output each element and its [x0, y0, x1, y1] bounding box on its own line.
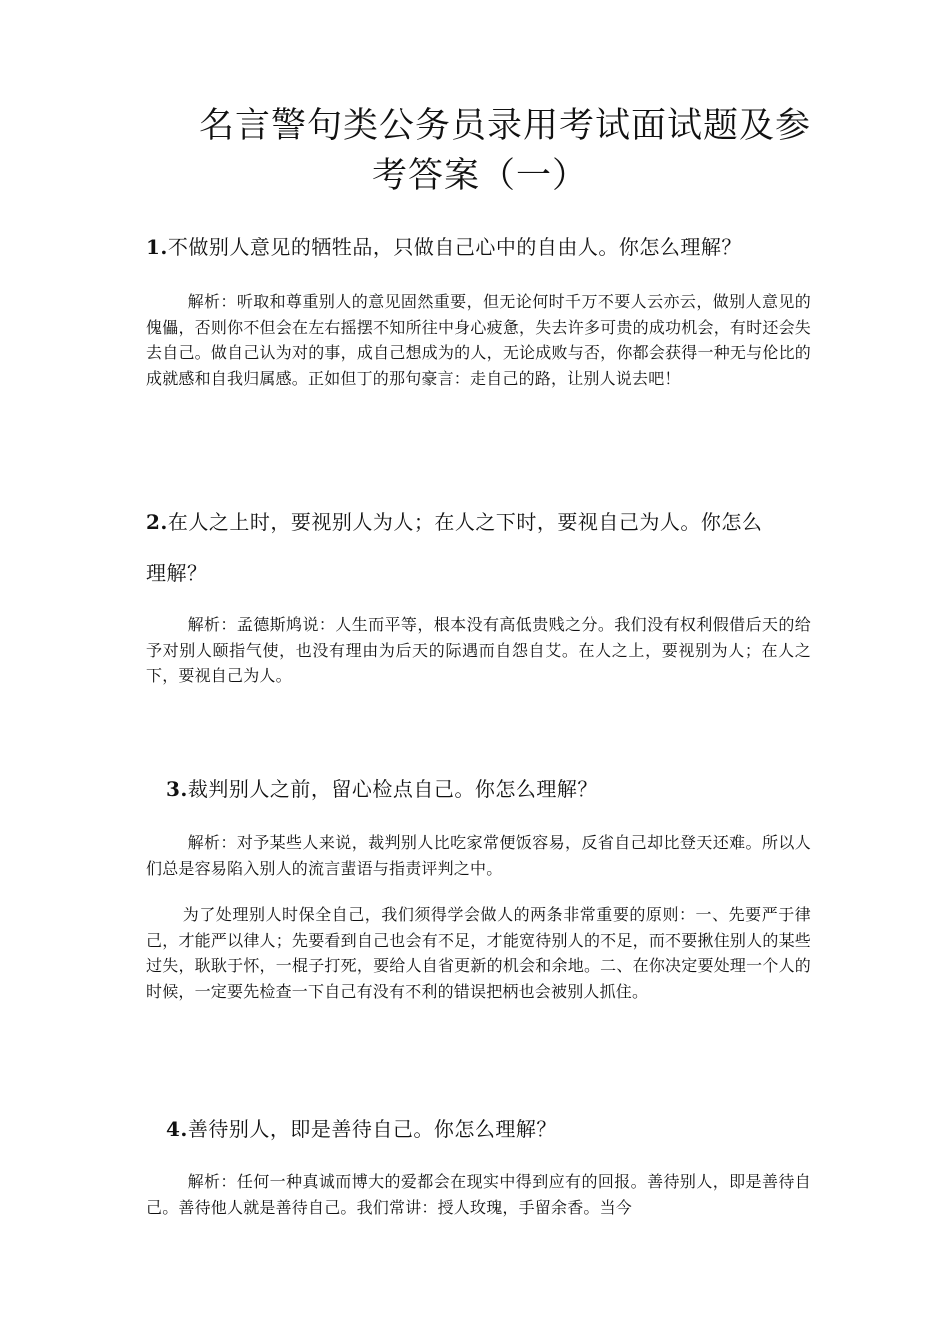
question-2 — [146, 507, 762, 537]
answer-paragraph: 解析：听取和尊重别人的意见固然重要，但无论何时千万不要人云亦云，做别人意见的傀儡，否则你不但会在左右摇摆不知所往中身心疲惫，失去许多可贵的成功机会，有时还会失去自己。做自己认为对的事，成自己想成为的人，无论成败与否，你都会获得一种无与伦比的成就感和自我归属感。正如但丁的那句豪言：走自己的路，让别人说去吧！ — [146, 292, 811, 388]
document-title-line-2: 考答案（一） — [371, 156, 588, 196]
question-number: 3. — [166, 777, 188, 801]
question-number: 2. — [146, 510, 168, 534]
answer-paragraph: 解析：孟德斯鸠说：人生而平等，根本没有高低贵贱之分。我们没有权利假借后天的给予对别人颐指气使，也没有理由为后天的际遇而自怨自艾。在人之上，要视别为人；在人之下，要视自己为人。 — [146, 615, 811, 686]
question-text: 裁判别人之前，留心检点自己。你怎么理解？ — [187, 777, 598, 801]
question-3 — [166, 774, 598, 804]
question-text: 在人之上时，要视别人为人；在人之下时，要视自己为人。你怎么 — [167, 510, 763, 534]
question-4 — [166, 1114, 557, 1144]
question-text: 不做别人意见的牺牲品，只做自己心中的自由人。你怎么理解？ — [167, 235, 742, 259]
question-number: 4. — [166, 1117, 188, 1141]
question-text: 善待别人，即是善待自己。你怎么理解？ — [187, 1117, 557, 1141]
question-1 — [146, 232, 742, 262]
answer-paragraph: 为了处理别人时保全自己，我们须得学会做人的两条非常重要的原则：一、先要严于律己，才能严以律人；先要看到自己也会有不足，才能宽待别人的不足，而不要揪住别人的某些过失，耿耿于怀，一棍子打死，要给人自省更新的机会和余地。二、在你决定要处理一个人的时候，一定要先检查一下自己有没有不利的错误把柄也会被别人抓住。 — [146, 905, 811, 1001]
document-title-line-1: 名言警句类公务员录用考试面试题及参 — [198, 106, 811, 146]
question-number: 1. — [146, 235, 168, 259]
question-2-continuation: 理解？ — [146, 561, 208, 585]
answer-paragraph: 解析：对予某些人来说，裁判别人比吃家常便饭容易，反省自己却比登天还难。所以人们总是容易陷入别人的流言蜚语与指责评判之中。 — [146, 833, 811, 878]
answer-paragraph: 解析：任何一种真诚而博大的爱都会在现实中得到应有的回报。善待别人，即是善待自己。善待他人就是善待自己。我们常讲：授人玫瑰，手留余香。当今 — [146, 1172, 811, 1217]
